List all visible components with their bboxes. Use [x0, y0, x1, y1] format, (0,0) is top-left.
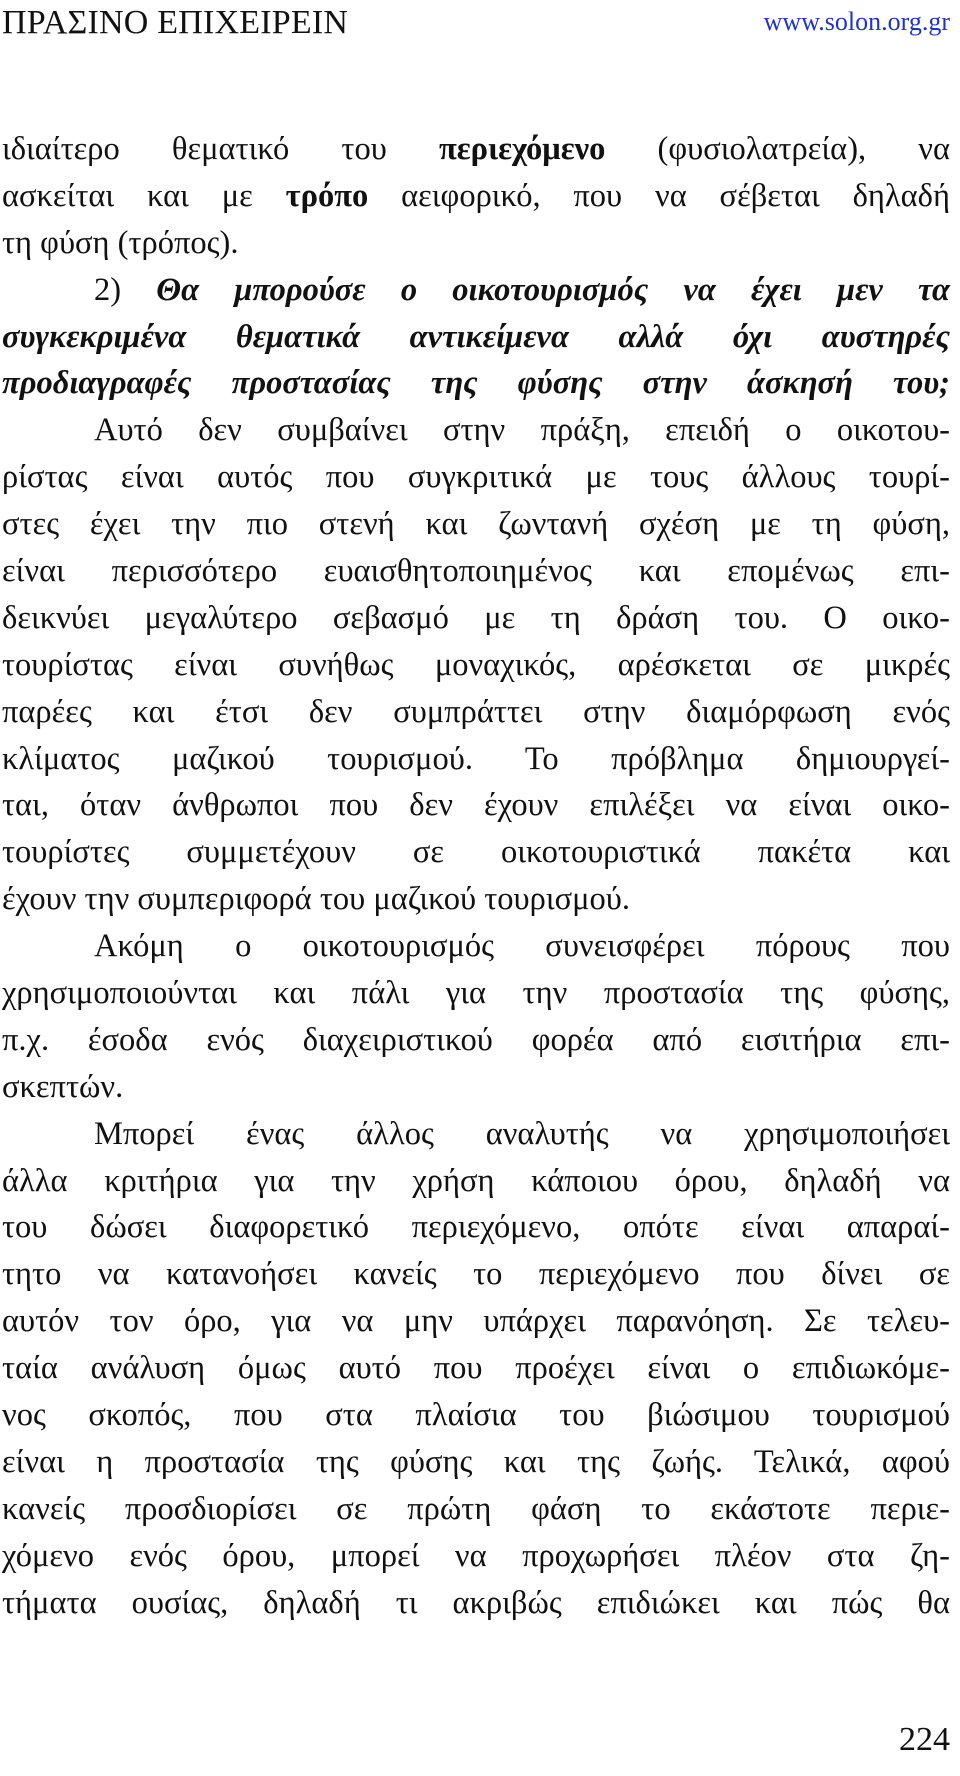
- text-run: ιδιαίτερο θεματικό του: [2, 131, 439, 167]
- text-line: χρησιμοποιούνται και πάλι για την προστασία της φύσης,: [2, 975, 950, 1012]
- text-line: έχουν την συμπεριφορά του μαζικού τουρισμού.: [2, 881, 630, 918]
- bold-term: τρόπο: [285, 177, 369, 214]
- header-url-link[interactable]: www.solon.org.gr: [763, 7, 950, 36]
- page-header: [0, 0, 960, 60]
- text-run: αειφορικό, που να σέβεται δηλαδή: [368, 177, 950, 214]
- page-number: 224: [899, 1721, 950, 1758]
- text-line: κανείς προσδιορίσει σε πρώτη φάση το εκάστοτε περιε-: [2, 1490, 950, 1527]
- text-line: τουρίστας είναι συνήθως μοναχικός, αρέσκεται σε μικρές: [2, 646, 950, 683]
- text-line: παρέες και έτσι δεν συμπράττει στην διαμόρφωση ενός: [2, 693, 950, 730]
- text-line: τη φύση (τρόπος).: [2, 224, 239, 261]
- text-line: Μπορεί ένας άλλος αναλυτής να χρησιμοποιήσει: [94, 1115, 950, 1152]
- text-line: [2, 173, 950, 220]
- text-line: σκεπτών.: [2, 1068, 124, 1105]
- text-line: είναι περισσότερο ευαισθητοποιημένος και επομένως επι-: [2, 553, 950, 590]
- text-line: νος σκοπός, που στα πλαίσια του βιώσιμου τουρισμού: [2, 1397, 950, 1434]
- question-text: Θα μπορούσε ο οικοτουρισμός να έχει μεν τα: [156, 271, 950, 308]
- text-line: τητο να κατανοήσει κανείς το περιεχόμενο που δίνει σε: [2, 1256, 950, 1293]
- text-line: αυτόν τον όρο, για να μην υπάρχει παρανόηση. Σε τελευ-: [2, 1303, 950, 1340]
- text-run: (φυσιολατρεία), να: [605, 131, 950, 167]
- text-line: Αυτό δεν συμβαίνει στην πράξη, επειδή ο οικοτου-: [94, 412, 950, 449]
- text-line: δεικνύει μεγαλύτερο σεβασμό με τη δράση του. Ο οικο-: [2, 599, 950, 636]
- text-line: ταία ανάλυση όμως αυτό που προέχει είναι ο επιδιωκόμε-: [2, 1350, 950, 1387]
- text-line: τουρίστες συμμετέχουν σε οικοτουριστικά πακέτα και: [2, 834, 950, 871]
- question-number: 2): [94, 271, 157, 308]
- text-line: τήματα ουσίας, δηλαδή τι ακριβώς επιδιώκει και πώς θα: [2, 1584, 950, 1621]
- text-line: στες έχει την πιο στενή και ζωντανή σχέση με τη φύση,: [2, 506, 950, 543]
- text-run: ασκείται και με: [2, 177, 286, 214]
- text-line: του δώσει διαφορετικό περιεχόμενο, οπότε είναι απαραί-: [2, 1209, 950, 1246]
- page-body: [2, 126, 950, 1627]
- bold-term: περιεχόμενο: [438, 131, 606, 167]
- text-line: [2, 126, 950, 173]
- text-line: ρίστας είναι αυτός που συγκριτικά με τους άλλους τουρί-: [2, 459, 950, 496]
- text-line: ται, όταν άνθρωποι που δεν έχουν επιλέξει να είναι οικο-: [2, 787, 950, 824]
- text-line: Ακόμη ο οικοτουρισμός συνεισφέρει πόρους που: [94, 928, 950, 965]
- text-line: κλίματος μαζικού τουρισμού. Το πρόβλημα δημιουργεί-: [2, 740, 950, 777]
- text-line: χόμενο ενός όρου, μπορεί να προχωρήσει πλέον στα ζη-: [2, 1537, 950, 1574]
- text-line: άλλα κριτήρια για την χρήση κάποιου όρου, δηλαδή να: [2, 1162, 950, 1199]
- text-line: π.χ. έσοδα ενός διαχειριστικού φορέα από εισιτήρια επι-: [2, 1021, 950, 1058]
- question-line: [2, 267, 950, 314]
- question-line: συγκεκριμένα θεματικά αντικείμενα αλλά όχι αυστηρές: [2, 318, 950, 355]
- text-line: είναι η προστασία της φύσης και της ζωής. Τελικά, αφού: [2, 1443, 950, 1480]
- header-title: ΠΡΑΣΙΝΟ ΕΠΙΧΕΙΡΕΙΝ: [2, 4, 349, 41]
- question-line: προδιαγραφές προστασίας της φύσης στην άσκησή του;: [2, 365, 950, 402]
